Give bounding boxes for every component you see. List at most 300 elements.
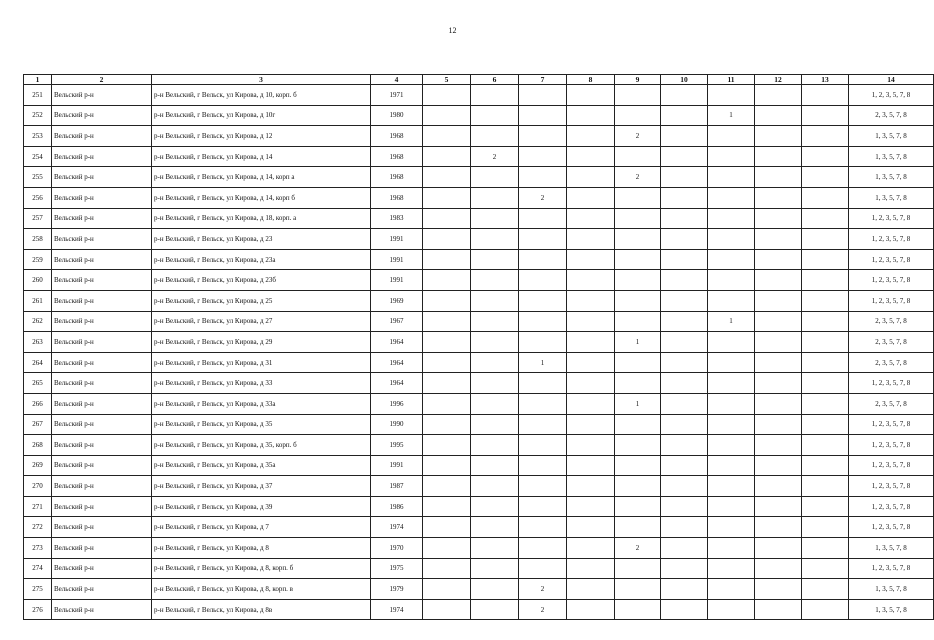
col-11-cell: [708, 332, 755, 353]
year-built-cell: 1983: [371, 208, 423, 229]
col-11-cell: [708, 373, 755, 394]
year-built-cell: 1974: [371, 599, 423, 620]
address-cell: р-н Вельский, г Вельск, ул Кирова, д 33: [152, 373, 371, 394]
category-codes-cell: 1, 2, 3, 5, 7, 8: [849, 414, 934, 435]
district-cell: Вельский р-н: [52, 455, 152, 476]
col-8-cell: [567, 393, 615, 414]
col-10-cell: [661, 249, 708, 270]
year-built-cell: 1975: [371, 558, 423, 579]
col-10-cell: [661, 538, 708, 559]
category-codes-cell: 2, 3, 5, 7, 8: [849, 311, 934, 332]
col-11-cell: [708, 167, 755, 188]
row-number-cell: 267: [24, 414, 52, 435]
col-10-cell: [661, 126, 708, 147]
row-number-cell: 266: [24, 393, 52, 414]
row-number-cell: 269: [24, 455, 52, 476]
col-11-cell: [708, 414, 755, 435]
col-5-cell: [423, 435, 471, 456]
col-13-cell: [802, 167, 849, 188]
col-8-cell: [567, 538, 615, 559]
category-codes-cell: 1, 2, 3, 5, 7, 8: [849, 496, 934, 517]
table-row: [24, 146, 934, 167]
col-7-cell: [519, 517, 567, 538]
col-8-cell: [567, 146, 615, 167]
row-number-cell: 268: [24, 435, 52, 456]
year-built-cell: 1986: [371, 496, 423, 517]
col-13-cell: [802, 455, 849, 476]
col-6-cell: [471, 208, 519, 229]
col-5-cell: [423, 126, 471, 147]
col-6-cell: [471, 414, 519, 435]
col-10-cell: [661, 414, 708, 435]
row-number-cell: 256: [24, 187, 52, 208]
row-number-cell: 263: [24, 332, 52, 353]
col-10-cell: [661, 105, 708, 126]
col-6-cell: [471, 373, 519, 394]
col-10-cell: [661, 290, 708, 311]
col-12-cell: [755, 249, 802, 270]
category-codes-cell: 2, 3, 5, 7, 8: [849, 105, 934, 126]
col-12-cell: [755, 538, 802, 559]
col-12-cell: [755, 208, 802, 229]
col-10-cell: [661, 146, 708, 167]
col-9-cell: 2: [615, 538, 661, 559]
col-13-cell: [802, 187, 849, 208]
col-8-cell: [567, 229, 615, 250]
row-number-cell: 260: [24, 270, 52, 291]
col-12-cell: [755, 435, 802, 456]
year-built-cell: 1968: [371, 187, 423, 208]
col-12-cell: [755, 579, 802, 600]
column-header-12: 12: [755, 75, 802, 85]
col-8-cell: [567, 496, 615, 517]
category-codes-cell: 1, 3, 5, 7, 8: [849, 538, 934, 559]
address-cell: р-н Вельский, г Вельск, ул Кирова, д 8, корп. в: [152, 579, 371, 600]
col-5-cell: [423, 579, 471, 600]
col-8-cell: [567, 414, 615, 435]
col-9-cell: [615, 352, 661, 373]
category-codes-cell: 1, 3, 5, 7, 8: [849, 146, 934, 167]
column-header-2: 2: [52, 75, 152, 85]
year-built-cell: 1991: [371, 249, 423, 270]
column-header-8: 8: [567, 75, 615, 85]
year-built-cell: 1995: [371, 435, 423, 456]
column-header-11: 11: [708, 75, 755, 85]
col-10-cell: [661, 517, 708, 538]
col-8-cell: [567, 208, 615, 229]
col-10-cell: [661, 435, 708, 456]
col-13-cell: [802, 558, 849, 579]
col-13-cell: [802, 249, 849, 270]
col-13-cell: [802, 126, 849, 147]
col-7-cell: [519, 105, 567, 126]
year-built-cell: 1967: [371, 311, 423, 332]
year-built-cell: 1980: [371, 105, 423, 126]
col-13-cell: [802, 435, 849, 456]
col-11-cell: [708, 352, 755, 373]
col-13-cell: [802, 85, 849, 106]
col-8-cell: [567, 599, 615, 620]
col-13-cell: [802, 332, 849, 353]
row-number-cell: 262: [24, 311, 52, 332]
column-header-7: 7: [519, 75, 567, 85]
table-row: [24, 85, 934, 106]
district-cell: Вельский р-н: [52, 85, 152, 106]
category-codes-cell: 1, 2, 3, 5, 7, 8: [849, 85, 934, 106]
col-6-cell: [471, 229, 519, 250]
category-codes-cell: 1, 3, 5, 7, 8: [849, 579, 934, 600]
column-header-6: 6: [471, 75, 519, 85]
address-cell: р-н Вельский, г Вельск, ул Кирова, д 23: [152, 229, 371, 250]
district-cell: Вельский р-н: [52, 311, 152, 332]
col-5-cell: [423, 146, 471, 167]
col-6-cell: [471, 558, 519, 579]
col-6-cell: [471, 105, 519, 126]
address-cell: р-н Вельский, г Вельск, ул Кирова, д 35: [152, 414, 371, 435]
col-6-cell: [471, 517, 519, 538]
district-cell: Вельский р-н: [52, 229, 152, 250]
col-5-cell: [423, 187, 471, 208]
row-number-cell: 261: [24, 290, 52, 311]
category-codes-cell: 1, 2, 3, 5, 7, 8: [849, 249, 934, 270]
col-13-cell: [802, 146, 849, 167]
row-number-cell: 264: [24, 352, 52, 373]
year-built-cell: 1968: [371, 146, 423, 167]
row-number-cell: 257: [24, 208, 52, 229]
col-9-cell: 1: [615, 393, 661, 414]
table-row: [24, 435, 934, 456]
col-9-cell: [615, 496, 661, 517]
table-header-row: [24, 75, 934, 85]
column-header-13: 13: [802, 75, 849, 85]
row-number-cell: 255: [24, 167, 52, 188]
col-9-cell: [615, 290, 661, 311]
col-11-cell: [708, 393, 755, 414]
col-12-cell: [755, 270, 802, 291]
address-cell: р-н Вельский, г Вельск, ул Кирова, д 12: [152, 126, 371, 147]
col-12-cell: [755, 126, 802, 147]
table-row: [24, 126, 934, 147]
col-6-cell: [471, 393, 519, 414]
col-9-cell: [615, 373, 661, 394]
col-6-cell: [471, 270, 519, 291]
category-codes-cell: 1, 2, 3, 5, 7, 8: [849, 290, 934, 311]
col-8-cell: [567, 187, 615, 208]
address-cell: р-н Вельский, г Вельск, ул Кирова, д 39: [152, 496, 371, 517]
category-codes-cell: 1, 2, 3, 5, 7, 8: [849, 373, 934, 394]
district-cell: Вельский р-н: [52, 146, 152, 167]
col-7-cell: 2: [519, 579, 567, 600]
col-10-cell: [661, 496, 708, 517]
col-12-cell: [755, 146, 802, 167]
col-10-cell: [661, 599, 708, 620]
address-cell: р-н Вельский, г Вельск, ул Кирова, д 8, корп. б: [152, 558, 371, 579]
category-codes-cell: 1, 3, 5, 7, 8: [849, 167, 934, 188]
table-row: [24, 167, 934, 188]
col-7-cell: [519, 435, 567, 456]
col-9-cell: [615, 579, 661, 600]
col-7-cell: [519, 146, 567, 167]
col-8-cell: [567, 373, 615, 394]
col-9-cell: [615, 599, 661, 620]
col-9-cell: [615, 105, 661, 126]
col-8-cell: [567, 476, 615, 497]
col-7-cell: [519, 229, 567, 250]
table-row: [24, 599, 934, 620]
col-5-cell: [423, 496, 471, 517]
col-11-cell: 1: [708, 105, 755, 126]
table-row: [24, 352, 934, 373]
col-5-cell: [423, 208, 471, 229]
col-7-cell: [519, 126, 567, 147]
table-row: [24, 311, 934, 332]
col-7-cell: [519, 455, 567, 476]
col-7-cell: [519, 538, 567, 559]
col-8-cell: [567, 290, 615, 311]
col-12-cell: [755, 517, 802, 538]
col-10-cell: [661, 270, 708, 291]
address-cell: р-н Вельский, г Вельск, ул Кирова, д 35а: [152, 455, 371, 476]
category-codes-cell: 1, 2, 3, 5, 7, 8: [849, 229, 934, 250]
col-12-cell: [755, 229, 802, 250]
row-number-cell: 265: [24, 373, 52, 394]
col-11-cell: [708, 517, 755, 538]
col-6-cell: [471, 538, 519, 559]
col-5-cell: [423, 517, 471, 538]
address-cell: р-н Вельский, г Вельск, ул Кирова, д 14, корп а: [152, 167, 371, 188]
col-12-cell: [755, 476, 802, 497]
col-8-cell: [567, 249, 615, 270]
col-5-cell: [423, 105, 471, 126]
col-11-cell: [708, 496, 755, 517]
col-9-cell: [615, 146, 661, 167]
col-8-cell: [567, 105, 615, 126]
year-built-cell: 1996: [371, 393, 423, 414]
col-11-cell: [708, 187, 755, 208]
col-8-cell: [567, 435, 615, 456]
col-13-cell: [802, 393, 849, 414]
table-row: [24, 414, 934, 435]
address-cell: р-н Вельский, г Вельск, ул Кирова, д 35, корп. б: [152, 435, 371, 456]
col-7-cell: [519, 558, 567, 579]
row-number-cell: 258: [24, 229, 52, 250]
col-10-cell: [661, 558, 708, 579]
col-8-cell: [567, 311, 615, 332]
col-12-cell: [755, 167, 802, 188]
col-10-cell: [661, 393, 708, 414]
col-13-cell: [802, 208, 849, 229]
col-5-cell: [423, 85, 471, 106]
year-built-cell: 1969: [371, 290, 423, 311]
district-cell: Вельский р-н: [52, 187, 152, 208]
year-built-cell: 1968: [371, 126, 423, 147]
col-9-cell: [615, 270, 661, 291]
col-9-cell: [615, 435, 661, 456]
col-10-cell: [661, 579, 708, 600]
row-number-cell: 276: [24, 599, 52, 620]
category-codes-cell: 1, 3, 5, 7, 8: [849, 126, 934, 147]
col-9-cell: [615, 229, 661, 250]
table-body: [24, 85, 934, 620]
category-codes-cell: 2, 3, 5, 7, 8: [849, 332, 934, 353]
col-7-cell: 1: [519, 352, 567, 373]
col-7-cell: [519, 290, 567, 311]
col-5-cell: [423, 538, 471, 559]
col-12-cell: [755, 599, 802, 620]
category-codes-cell: 1, 2, 3, 5, 7, 8: [849, 517, 934, 538]
col-6-cell: 2: [471, 146, 519, 167]
col-8-cell: [567, 455, 615, 476]
col-5-cell: [423, 373, 471, 394]
col-7-cell: [519, 414, 567, 435]
table-row: [24, 373, 934, 394]
col-8-cell: [567, 579, 615, 600]
col-5-cell: [423, 229, 471, 250]
district-cell: Вельский р-н: [52, 352, 152, 373]
col-8-cell: [567, 270, 615, 291]
col-7-cell: [519, 373, 567, 394]
district-cell: Вельский р-н: [52, 208, 152, 229]
row-number-cell: 254: [24, 146, 52, 167]
col-12-cell: [755, 311, 802, 332]
col-12-cell: [755, 187, 802, 208]
address-cell: р-н Вельский, г Вельск, ул Кирова, д 37: [152, 476, 371, 497]
col-9-cell: [615, 414, 661, 435]
column-header-10: 10: [661, 75, 708, 85]
col-10-cell: [661, 85, 708, 106]
col-7-cell: [519, 85, 567, 106]
col-10-cell: [661, 332, 708, 353]
col-5-cell: [423, 270, 471, 291]
col-11-cell: [708, 435, 755, 456]
row-number-cell: 274: [24, 558, 52, 579]
col-13-cell: [802, 373, 849, 394]
table-row: [24, 579, 934, 600]
col-13-cell: [802, 105, 849, 126]
col-6-cell: [471, 332, 519, 353]
district-cell: Вельский р-н: [52, 373, 152, 394]
table-row: [24, 538, 934, 559]
col-11-cell: [708, 249, 755, 270]
table-row: [24, 290, 934, 311]
table-row: [24, 455, 934, 476]
year-built-cell: 1991: [371, 270, 423, 291]
row-number-cell: 253: [24, 126, 52, 147]
col-8-cell: [567, 167, 615, 188]
col-13-cell: [802, 538, 849, 559]
col-10-cell: [661, 352, 708, 373]
year-built-cell: 1971: [371, 85, 423, 106]
col-5-cell: [423, 167, 471, 188]
col-7-cell: [519, 270, 567, 291]
table-row: [24, 517, 934, 538]
page-number: 12: [448, 26, 457, 35]
col-13-cell: [802, 599, 849, 620]
col-9-cell: 2: [615, 167, 661, 188]
district-cell: Вельский р-н: [52, 599, 152, 620]
col-6-cell: [471, 311, 519, 332]
col-6-cell: [471, 476, 519, 497]
column-header-3: 3: [152, 75, 371, 85]
col-6-cell: [471, 455, 519, 476]
col-11-cell: [708, 455, 755, 476]
row-number-cell: 271: [24, 496, 52, 517]
year-built-cell: 1991: [371, 229, 423, 250]
col-8-cell: [567, 85, 615, 106]
col-9-cell: [615, 476, 661, 497]
col-11-cell: [708, 229, 755, 250]
col-13-cell: [802, 311, 849, 332]
year-built-cell: 1964: [371, 332, 423, 353]
address-cell: р-н Вельский, г Вельск, ул Кирова, д 8: [152, 538, 371, 559]
category-codes-cell: 2, 3, 5, 7, 8: [849, 352, 934, 373]
col-9-cell: 2: [615, 126, 661, 147]
table-row: [24, 393, 934, 414]
col-13-cell: [802, 414, 849, 435]
column-header-9: 9: [615, 75, 661, 85]
address-cell: р-н Вельский, г Вельск, ул Кирова, д 23а: [152, 249, 371, 270]
category-codes-cell: 1, 3, 5, 7, 8: [849, 599, 934, 620]
category-codes-cell: 1, 3, 5, 7, 8: [849, 187, 934, 208]
table-row: [24, 270, 934, 291]
row-number-cell: 273: [24, 538, 52, 559]
column-header-14: 14: [849, 75, 934, 85]
col-11-cell: [708, 599, 755, 620]
row-number-cell: 251: [24, 85, 52, 106]
address-cell: р-н Вельский, г Вельск, ул Кирова, д 7: [152, 517, 371, 538]
address-cell: р-н Вельский, г Вельск, ул Кирова, д 25: [152, 290, 371, 311]
category-codes-cell: 1, 2, 3, 5, 7, 8: [849, 270, 934, 291]
year-built-cell: 1964: [371, 352, 423, 373]
row-number-cell: 270: [24, 476, 52, 497]
col-13-cell: [802, 517, 849, 538]
col-6-cell: [471, 435, 519, 456]
table-row: [24, 476, 934, 497]
col-10-cell: [661, 229, 708, 250]
table-row: [24, 496, 934, 517]
district-cell: Вельский р-н: [52, 126, 152, 147]
col-10-cell: [661, 208, 708, 229]
district-cell: Вельский р-н: [52, 496, 152, 517]
col-9-cell: 1: [615, 332, 661, 353]
address-cell: р-н Вельский, г Вельск, ул Кирова, д 10г: [152, 105, 371, 126]
col-12-cell: [755, 558, 802, 579]
district-cell: Вельский р-н: [52, 414, 152, 435]
col-5-cell: [423, 414, 471, 435]
col-9-cell: [615, 311, 661, 332]
col-7-cell: [519, 249, 567, 270]
district-cell: Вельский р-н: [52, 105, 152, 126]
col-6-cell: [471, 496, 519, 517]
col-11-cell: [708, 538, 755, 559]
col-11-cell: [708, 146, 755, 167]
row-number-cell: 275: [24, 579, 52, 600]
district-cell: Вельский р-н: [52, 476, 152, 497]
category-codes-cell: 2, 3, 5, 7, 8: [849, 393, 934, 414]
district-cell: Вельский р-н: [52, 167, 152, 188]
table-row: [24, 105, 934, 126]
col-12-cell: [755, 414, 802, 435]
col-9-cell: [615, 249, 661, 270]
year-built-cell: 1991: [371, 455, 423, 476]
col-12-cell: [755, 455, 802, 476]
col-5-cell: [423, 352, 471, 373]
col-13-cell: [802, 352, 849, 373]
col-7-cell: [519, 393, 567, 414]
col-6-cell: [471, 85, 519, 106]
col-9-cell: [615, 558, 661, 579]
address-cell: р-н Вельский, г Вельск, ул Кирова, д 27: [152, 311, 371, 332]
